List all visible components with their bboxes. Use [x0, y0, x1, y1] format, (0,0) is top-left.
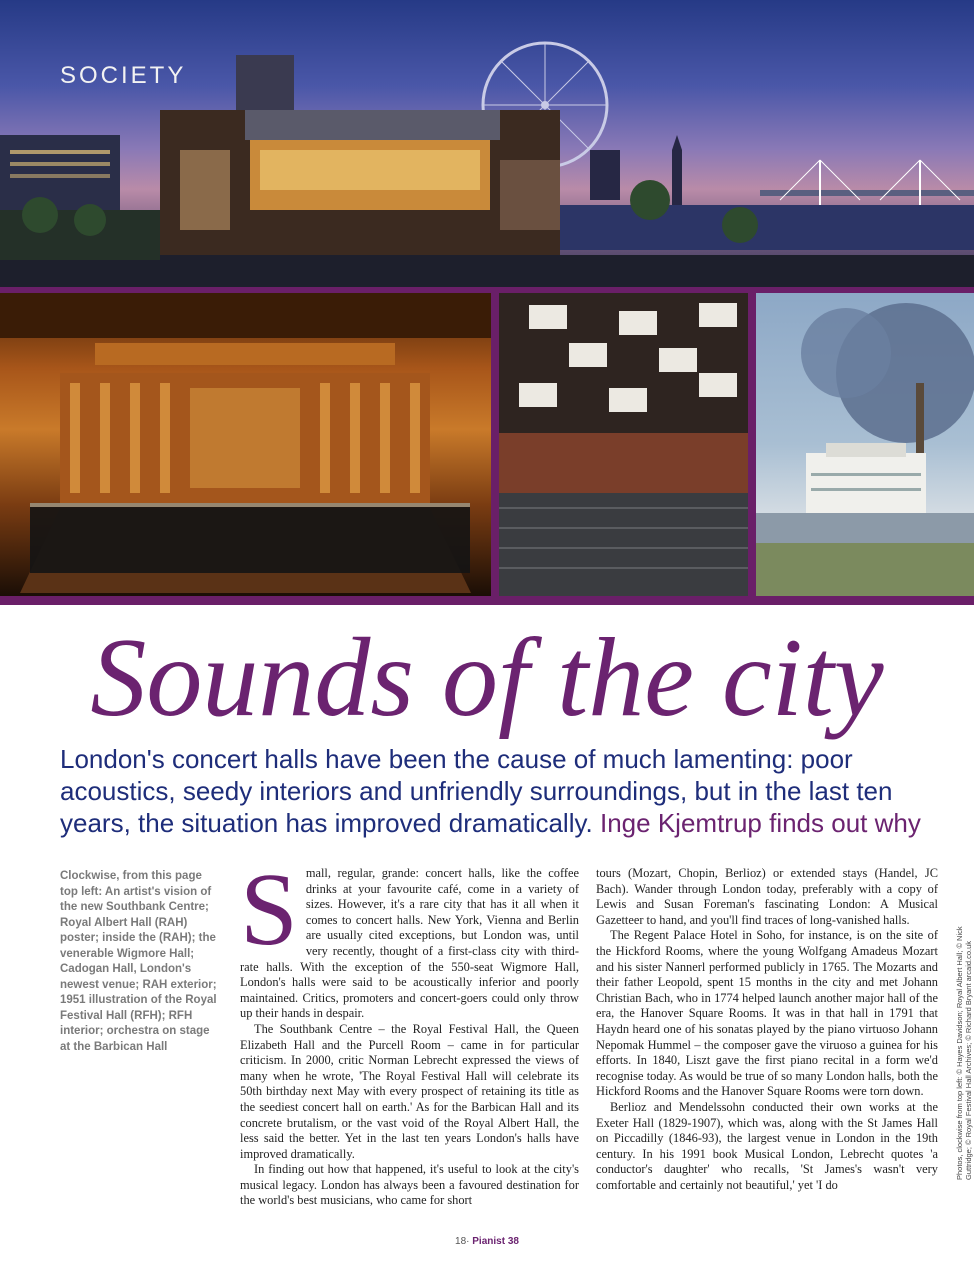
headline: Sounds of the city	[90, 616, 884, 740]
paragraph: mall, regular, grande: concert halls, like the coffee drinks at your favourite café, come in a variety of sizes. However, it's a rare city that has it all when it comes to concert halls. New York, Vienna and Berlin are usually cited exceptions, but London was, until very recently, thought of a first-class city with third-rate halls. With the exception of the 550-seat Wigmore Hall, London's halls were said to be acoustically inferior and poorly maintained. Critics, promoters and concert-goers could only throw up their hands in despair.	[240, 866, 579, 1021]
magazine-name: Pianist 38	[472, 1236, 519, 1247]
standfirst-lead: London's concert halls have been the cause of much lamenting: poor acoustics, seedy interiors and unfriendly surroundings, but in the last ten years, the situation has improved dramatically.	[60, 744, 893, 838]
page-folio	[0, 1236, 974, 1247]
rfh-1951-graphic	[756, 293, 974, 596]
paragraph: In finding out how that happened, it's useful to look at the city's musical legacy. London has always been a favoured destination for the world's best musicians, who came for short	[240, 1162, 579, 1208]
cityscape-graphic	[0, 0, 974, 287]
rfh-interior-graphic	[499, 293, 748, 596]
article-column-1	[240, 852, 579, 1209]
paragraph: tours (Mozart, Chopin, Berlioz) or extended stays (Handel, JC Bach). Wander through London today, preferably with a copy of Lewis and Susan Foreman's fascinating London: A Musical Gazetteer to hand, and you'll find traces of long-vanished halls.	[596, 866, 938, 927]
drop-cap: S	[240, 852, 298, 967]
paragraph: The Southbank Centre – the Royal Festival Hall, the Queen Elizabeth Hall and the Purcell Room – came in for particular criticism. In 2000, critic Norman Lebrecht expressed the views of many when he wrote, 'The Royal Festival Hall will celebrate its 50th birthday next May with every prospect of retaining its title as the seediest concert hall on earth.' As for the Barbican Hall and its concrete brutalism, or the vast void of the Royal Albert Hall, the less said the better. Yet in the last ten years London's halls have improved dramatically.	[240, 1021, 579, 1161]
folio-separator: ·	[466, 1236, 470, 1247]
page-number: 18	[455, 1236, 467, 1247]
photo-band	[0, 0, 974, 605]
barbican-hall-graphic	[0, 293, 491, 596]
rfh-1951-illustration	[756, 293, 974, 596]
paragraph: Berlioz and Mendelssohn conducted their own works at the Exeter Hall (1829-1907), which was, along with the St James Hall on Piccadilly (1846-93), the largest venue in London in the 19th century. In his 1991 book Musical London, Lebrecht quotes 'a conductor's daughter' who recalls, 'St James's wasn't very comfortable and certainly not beautiful,' yet 'I do	[596, 1099, 938, 1192]
southbank-centre-illustration	[0, 0, 974, 287]
paragraph: The Regent Palace Hotel in Soho, for instance, is on the site of the Hickford Rooms, where the young Wolfgang Amadeus Mozart and his sister Nannerl performed publicly in 1765. The Mozarts and their father Leopold, spent 15 months in the city and met Johann Christian Bach, who in 1774 helped launch another major hall of the era, the Hanover Square Rooms. It was in that hall in 1791 that Haydn heard one of his sonatas played by the piano virtuoso Johann Nepomak Hummel – the composer gave the viruoso a guinea for his efforts. In 1840, Liszt gave the first piano recital in a form we'd recognise today. As would be true of so many London halls, both the Hickford Rooms and the Hanover Square Rooms were torn down.	[596, 928, 938, 1099]
standfirst	[60, 743, 950, 839]
author-byline: Inge Kjemtrup finds out why	[600, 808, 921, 838]
photo-caption: Clockwise, from this page top left: An artist's vision of the new Southbank Centre; Royal Albert Hall (RAH) poster; inside the (RAH); the venerable Wigmore Hall; Cadogan Hall, London's newest venue; RAH exterior; 1951 illustration of the Royal Festival Hall (RFH); RFH interior; orchestra on stage at the Barbican Hall	[60, 870, 217, 1053]
rfh-interior-photo	[499, 293, 748, 596]
photo-credits: Photos, clockwise from top left: © Hayes Davidson; Royal Albert Hall; © Nick Guttridge; © Royal Festival Hall Archives; © Richard Bryant arcaid.co.uk	[955, 926, 973, 1180]
article-column-2	[596, 866, 938, 1193]
section-label: SOCIETY	[60, 62, 187, 89]
barbican-hall-orchestra-photo	[0, 293, 491, 596]
